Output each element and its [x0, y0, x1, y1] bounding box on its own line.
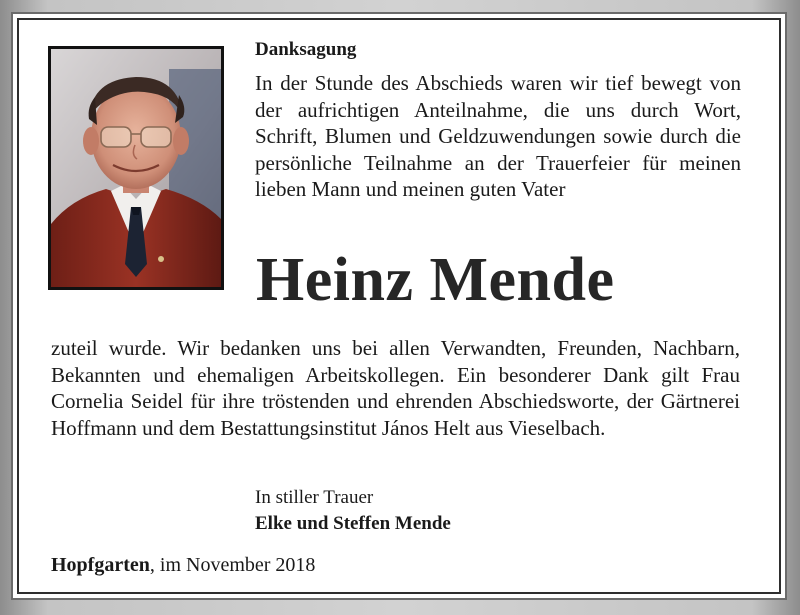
notice-heading: Danksagung	[255, 39, 357, 60]
deceased-name: Heinz Mende	[256, 246, 615, 314]
closing-phrase: In stiller Trauer	[255, 487, 374, 508]
place: Hopfgarten	[51, 554, 150, 576]
portrait-image	[51, 49, 221, 287]
portrait-photo	[48, 46, 224, 290]
date-text: , im November 2018	[149, 554, 316, 576]
closing-block	[255, 485, 451, 537]
intro-paragraph: In der Stunde des Abschieds waren wir tief bewegt von der aufrichtigen Anteilnahme, die uns durch Wort, Schrift, Blumen und Geldzuwendungen sowie durch die persönliche Teilnahme an der Trauerfeier für meinen lieben Mann und meinen guten Vater	[255, 71, 741, 201]
thanks-paragraph: zuteil wurde. Wir bedanken uns bei allen Verwandten, Freunden, Nachbarn, Bekannten und ehemaligen Arbeitskollegen. Ein besonderer Dank gilt Frau Cornelia Seidel für ihre tröstenden und ehrenden Abschiedsworte, der Gärtnerei Hoffmann und dem Bestattungsinstitut János Helt aus Vieselbach.	[51, 336, 740, 440]
place-date-line	[51, 554, 315, 577]
signers: Elke und Steffen Mende	[255, 513, 451, 534]
obituary-card	[11, 12, 787, 600]
